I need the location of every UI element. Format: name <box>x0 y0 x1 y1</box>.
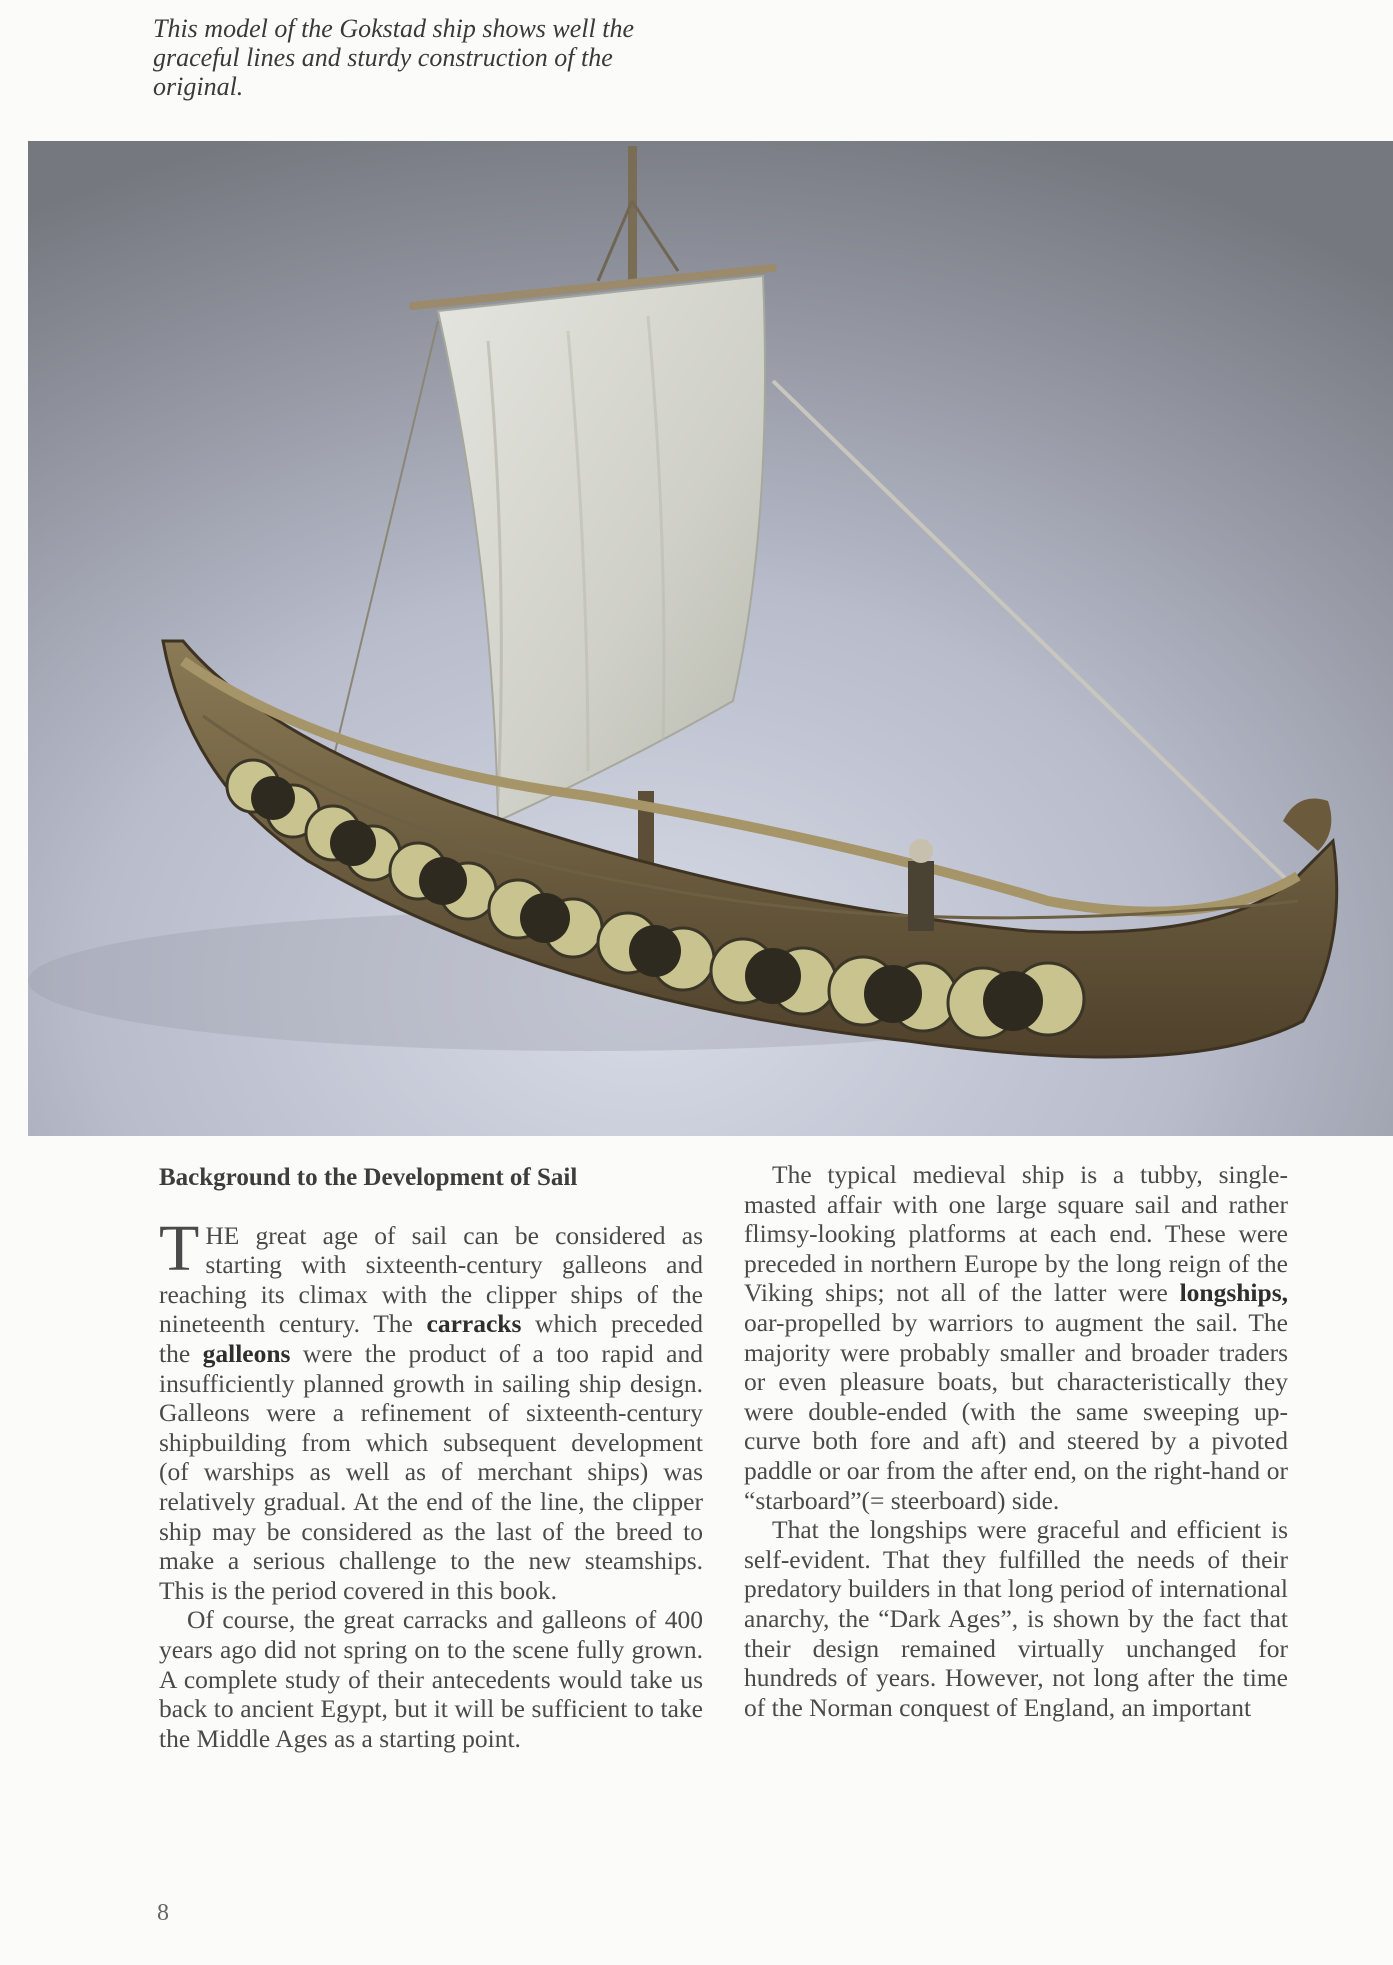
text-column-right <box>744 1160 1288 1722</box>
text-column-left <box>159 1160 703 1753</box>
page-number: 8 <box>157 1900 169 1926</box>
paragraph: That the longships were graceful and efficient is self-evident. That they fulfilled the needs of their predatory builders in that long period of international anarchy, the “Dark Ages”, is shown by the fact that their design remained virtually unchanged for hundreds of years. However, not long after the time of the Norman conquest of England, an important <box>744 1515 1288 1722</box>
paragraph <box>744 1160 1288 1515</box>
paragraph-text: which preceded the <box>159 1309 703 1368</box>
paragraph-text: oar-propelled by warriors to augment the sail. The majority were probably smaller and broader traders or even pleasure boats, but characteristically they were double-ended (with the same sweeping up-curve both fore and aft) and steered by a pivoted paddle or oar from the after end, on the right-hand or “starboard”(= steerboard) side. <box>744 1307 1288 1515</box>
paragraph-text: were the product of a too rapid and insufficiently planned growth in sailing ship design. Galleons were a refinement of sixteenth-century shipbuilding from which subsequent development (of warships as well as of merchant ships) was relatively gradual. At the end of the line, the clipper ship may be considered as the last of the breed to make a serious challenge to the new steamships. This is the period covered in this book. <box>159 1338 703 1605</box>
photo-caption: This model of the Gokstad ship shows well the graceful lines and sturdy construction of the original. <box>153 14 634 101</box>
paragraph <box>159 1211 703 1606</box>
paragraph-text: The typical medieval ship is a tubby, single-masted affair with one large square sail and rather flimsy-looking platforms at each end. These were preceded in northern Europe by the long reign of the Viking ships; not all of the latter were <box>744 1160 1288 1308</box>
bold-term-longships: longships, <box>1179 1278 1288 1308</box>
gokstad-ship-model-photo <box>28 141 1393 1136</box>
bold-term-carracks: carracks <box>426 1309 522 1339</box>
paragraph: Of course, the great carracks and galleons of 400 years ago did not spring on to the scene fully grown. A complete study of their antecedents would take us back to ancient Egypt, but it will be sufficient to take the Middle Ages as a starting point. <box>159 1605 703 1753</box>
section-heading: Background to the Development of Sail <box>159 1164 578 1191</box>
bold-term-galleons: galleons <box>202 1338 291 1368</box>
ship-illustration <box>28 141 1393 1136</box>
drop-cap: T <box>159 1211 200 1285</box>
paragraph-text: HE great age of sail can be considered as starting with sixteenth-century galleons and reaching its climax with the clipper ships of the nineteenth century. The <box>159 1220 703 1339</box>
